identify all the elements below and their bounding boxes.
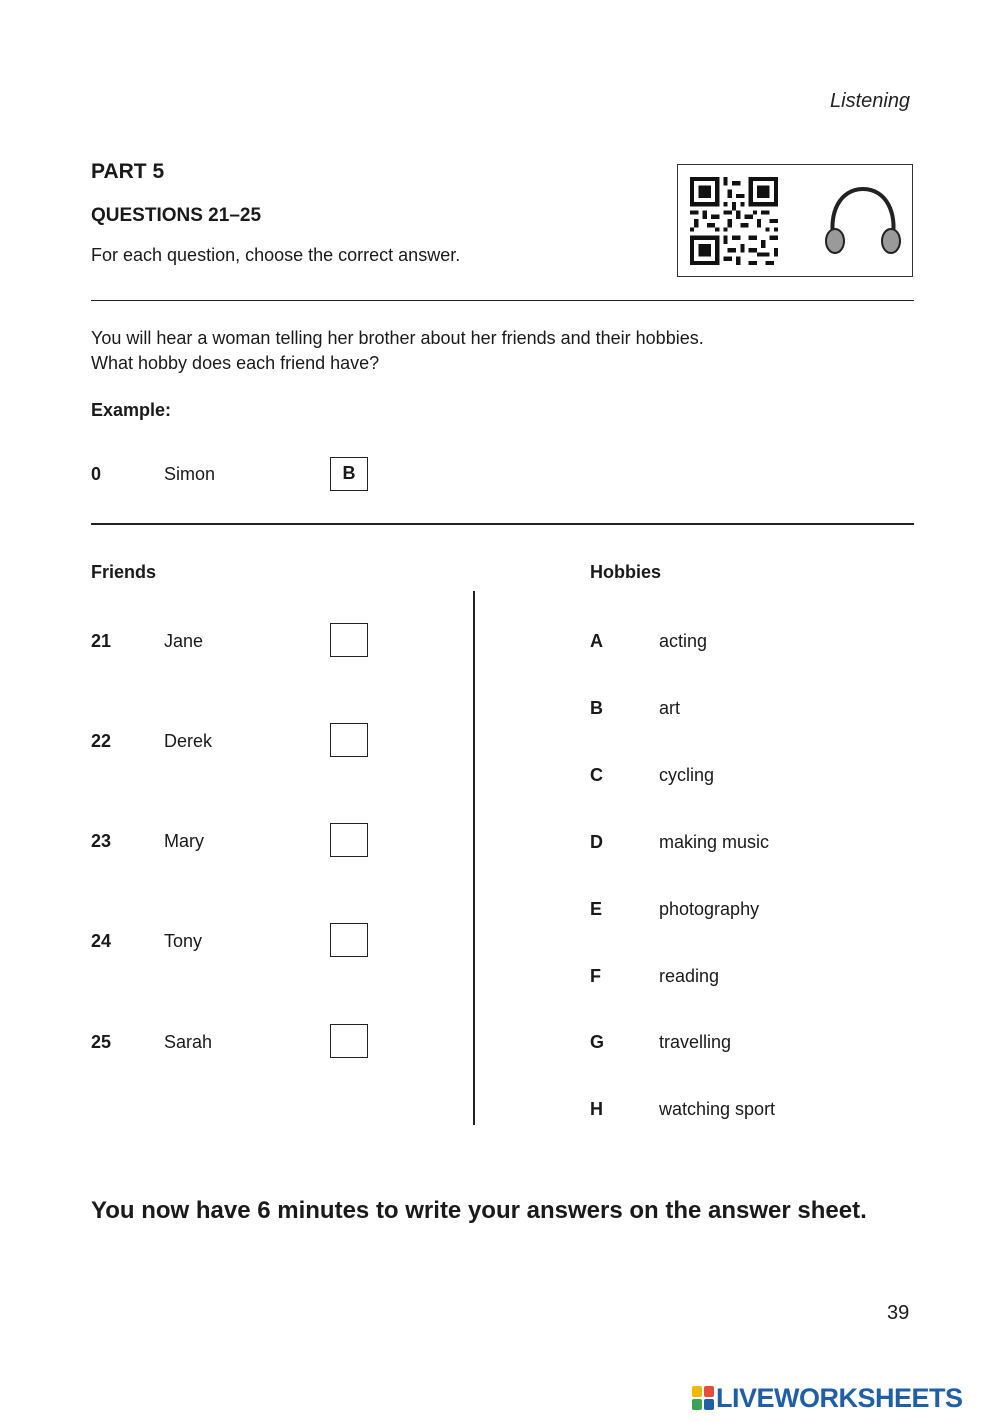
example-number: 0	[91, 464, 102, 484]
closing-instruction: You now have 6 minutes to write your answers on the answer sheet.	[91, 1197, 867, 1224]
audio-media-box	[677, 164, 913, 277]
friend-name: Jane	[164, 631, 204, 651]
intro-line-2: What hobby does each friend have?	[91, 353, 380, 373]
friends-heading: Friends	[91, 562, 157, 582]
hobby-label: art	[659, 698, 681, 718]
task-intro	[91, 326, 851, 376]
liveworksheets-watermark[interactable]	[692, 1383, 963, 1413]
hobby-letter: B	[590, 698, 603, 718]
page-number: 39	[887, 1302, 910, 1324]
example-name: Simon	[164, 464, 216, 484]
headphones-icon	[822, 183, 904, 259]
friend-number: 23	[91, 831, 112, 851]
hobby-letter: E	[590, 899, 603, 919]
example-answer-box: B	[330, 457, 368, 491]
hobby-label: cycling	[659, 765, 715, 785]
hobbies-heading: Hobbies	[590, 562, 662, 582]
hobby-letter: C	[590, 765, 603, 785]
hobby-letter: H	[590, 1099, 603, 1119]
hobby-letter: A	[590, 631, 603, 651]
answer-box-22[interactable]	[330, 723, 368, 757]
friend-name: Mary	[164, 831, 204, 851]
questions-title: QUESTIONS 21–25	[91, 205, 262, 226]
answer-box-21[interactable]	[330, 623, 368, 657]
friend-number: 21	[91, 631, 112, 651]
friend-number: 24	[91, 931, 112, 951]
answer-box-24[interactable]	[330, 923, 368, 957]
friend-number: 25	[91, 1032, 112, 1052]
answer-box-25[interactable]	[330, 1024, 368, 1058]
section-label: Listening	[830, 90, 911, 112]
hobby-label: travelling	[659, 1032, 732, 1052]
friend-number: 22	[91, 731, 112, 751]
qr-code-icon[interactable]	[690, 177, 778, 265]
friend-name: Derek	[164, 731, 213, 751]
friend-name: Tony	[164, 931, 203, 951]
liveworksheets-logo-icon	[692, 1386, 714, 1410]
hobby-label: watching sport	[659, 1099, 776, 1119]
hobby-label: acting	[659, 631, 708, 651]
instruction-text: For each question, choose the correct answer.	[91, 245, 461, 265]
answer-box-23[interactable]	[330, 823, 368, 857]
hobby-letter: D	[590, 832, 603, 852]
divider-top	[91, 300, 914, 301]
example-label: Example:	[91, 400, 172, 420]
hobby-letter: F	[590, 966, 601, 986]
part-title: PART 5	[91, 160, 165, 183]
hobby-label: reading	[659, 966, 720, 986]
hobby-letter: G	[590, 1032, 605, 1052]
divider-section	[91, 523, 914, 525]
column-divider	[473, 591, 475, 1125]
intro-line-1: You will hear a woman telling her brother about her friends and their hobbies.	[91, 328, 704, 348]
friend-name: Sarah	[164, 1032, 213, 1052]
watermark-text: LIVEWORKSHEETS	[716, 1382, 963, 1413]
hobby-label: making music	[659, 832, 770, 852]
hobby-label: photography	[659, 899, 760, 919]
